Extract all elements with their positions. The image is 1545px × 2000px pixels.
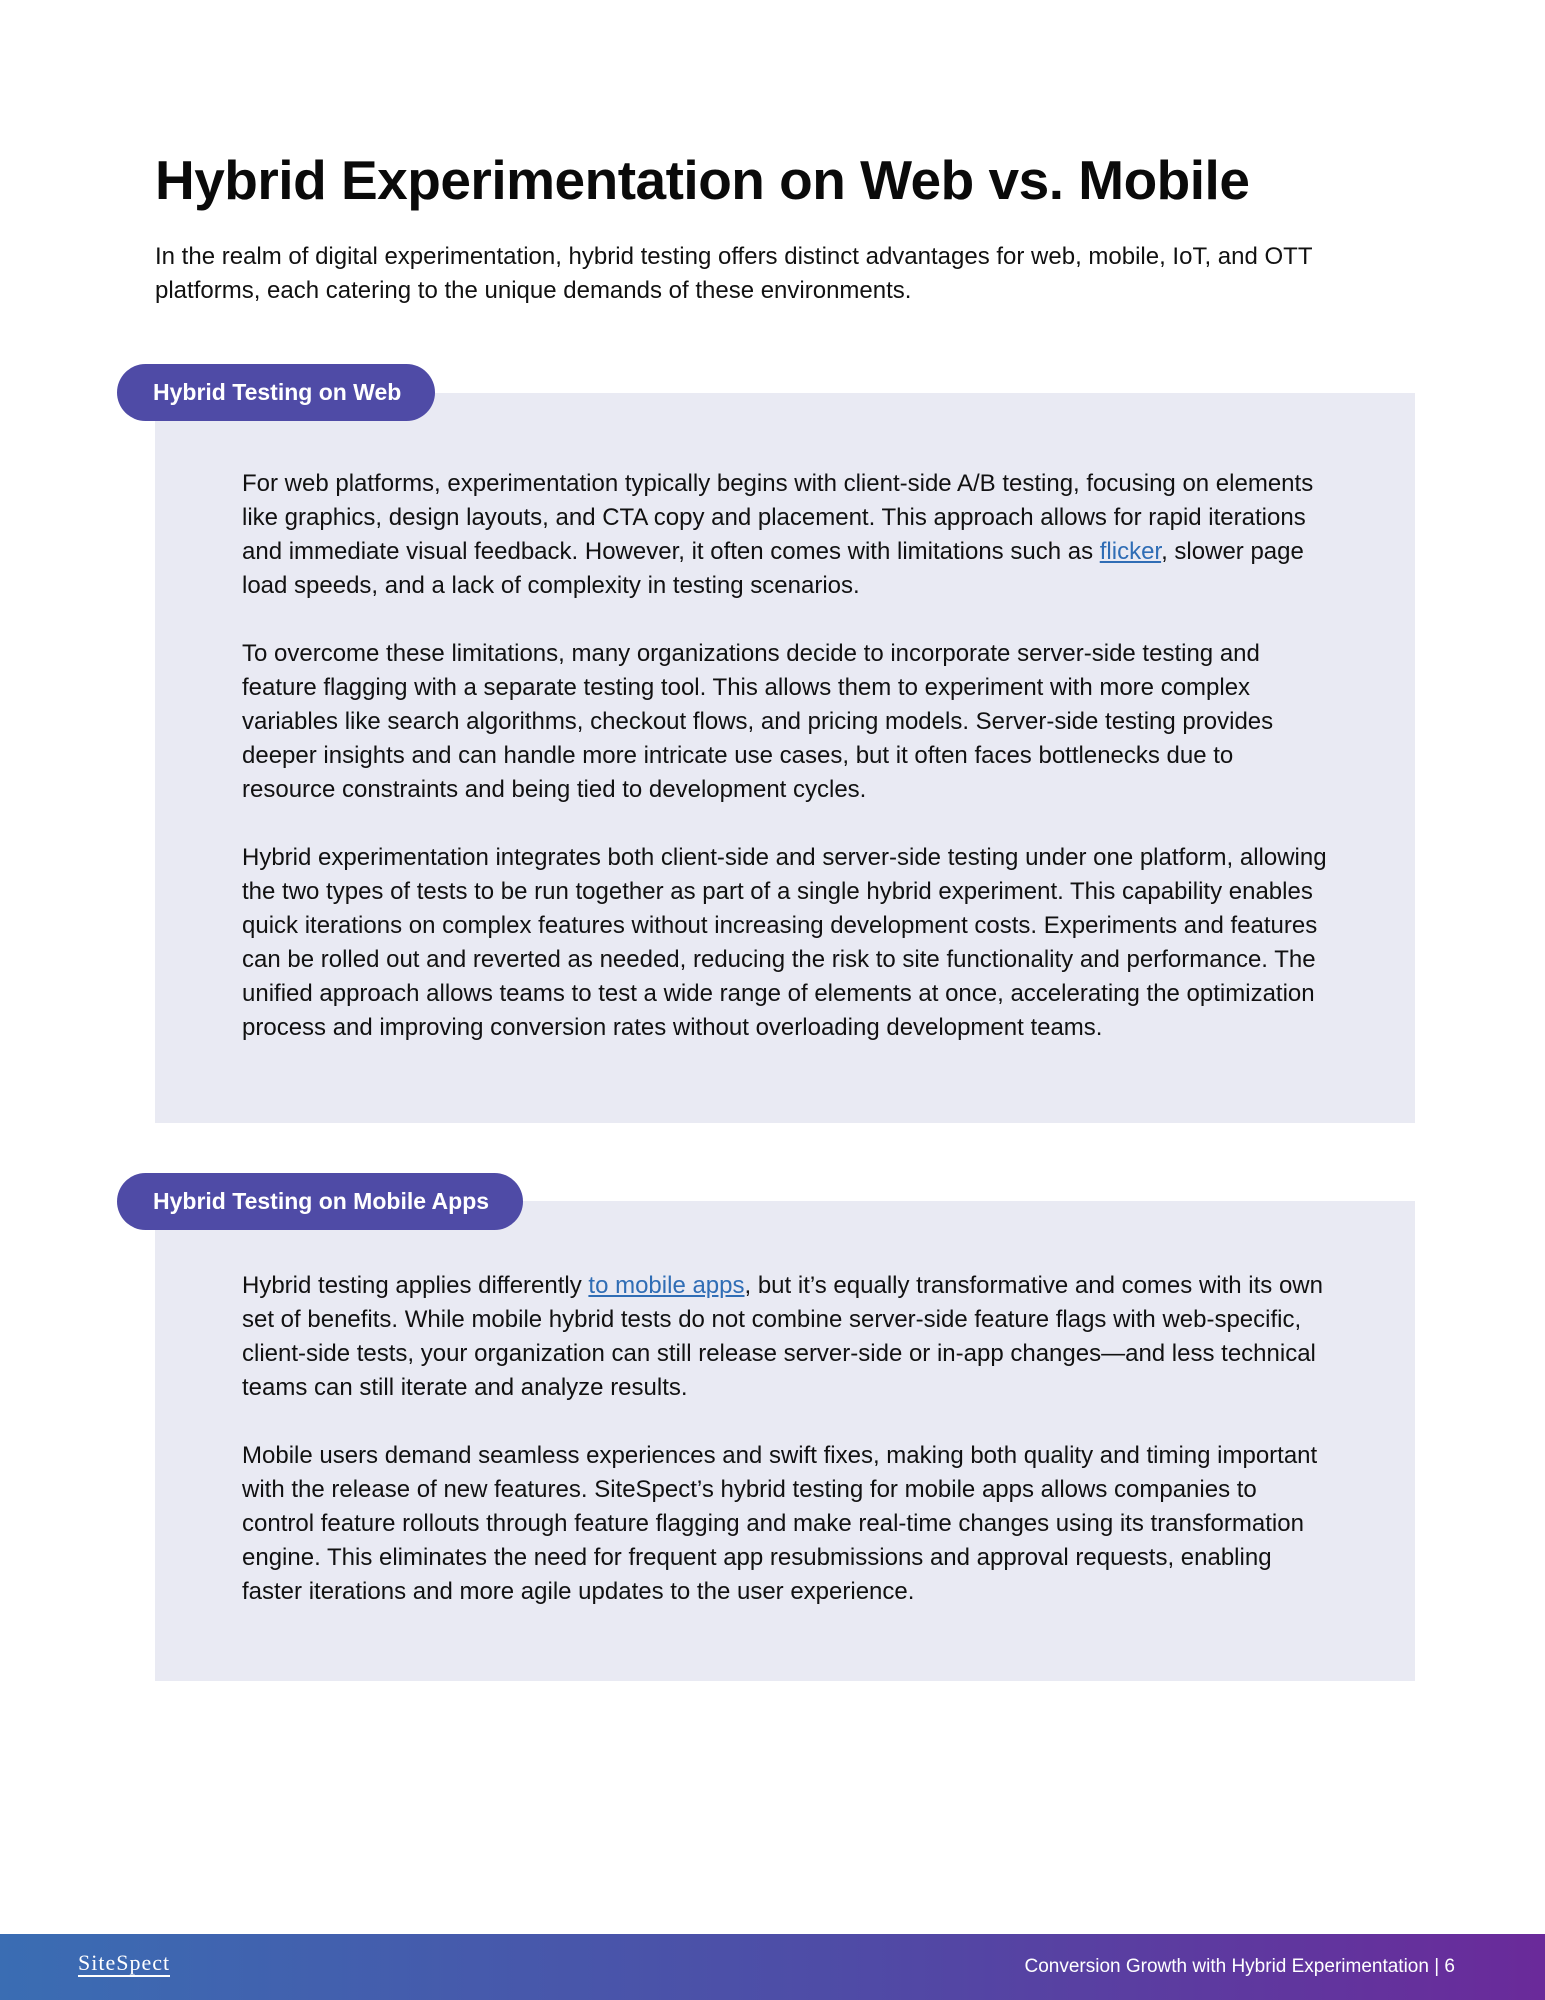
mobile-paragraph-2: Mobile users demand seamless experiences and swift fixes, making both quality and timing important with the release of new features. SiteSpect’s hybrid testing for mobile apps allows companies to control feature rollouts through feature flagging and make real-time changes using its transformation engine. This eliminates the need for frequent app resubmissions and approval requests, enabling faster iterations and more agile updates to the user experience.	[242, 1442, 1318, 1605]
web-p1-text-before: For web platforms, experimentation typically begins with client-side A/B testing, focusing on elements like graphics, design layouts, and CTA copy and placement. This approach allows for rapid iterations and immediate visual feedback. However, it often comes with limitations such as	[242, 470, 1314, 565]
mobile-p1-text-after: , but it’s equally transformative and comes with its own set of benefits. While mobile hybrid tests do not combine server-side feature flags with web-specific, client-side tests, your organization can still release server-side or in-app changes—and less technical teams can still iterate and analyze results.	[242, 1272, 1323, 1401]
web-paragraph-3: Hybrid experimentation integrates both client-side and server-side testing under one platform, allowing the two types of tests to be run together as part of a single hybrid experiment. This capability enables quick iterations on complex features without increasing development costs. Experiments and features can be rolled out and reverted as needed, reducing the risk to site functionality and performance. The unified approach allows teams to test a wide range of elements at once, accelerating the optimization process and improving conversion rates without overloading development teams.	[242, 844, 1327, 1041]
web-paragraph-1	[242, 467, 1332, 603]
web-p1-text-after: , slower page load speeds, and a lack of complexity in testing scenarios.	[242, 538, 1304, 599]
mobile-p1-text-before: Hybrid testing applies differently	[242, 1272, 589, 1299]
mobile-apps-link[interactable]: to mobile apps	[588, 1272, 745, 1299]
web-paragraph-2: To overcome these limitations, many organizations decide to incorporate server-side testing and feature flagging with a separate testing tool. This allows them to experiment with more complex variables like search algorithms, checkout flows, and pricing models. Server-side testing provides deeper insights and can handle more intricate use cases, but it often faces bottlenecks due to resource constraints and being tied to development cycles.	[242, 640, 1274, 803]
sitespect-logo: SiteSpect	[78, 1950, 171, 1975]
mobile-section-heading: Hybrid Testing on Mobile Apps	[117, 1173, 523, 1230]
intro-paragraph: In the realm of digital experimentation, hybrid testing offers distinct advantages for web, mobile, IoT, and OTT platforms, each catering to the unique demands of these environments.	[155, 243, 1313, 304]
mobile-paragraph-1	[242, 1269, 1332, 1405]
web-section-body	[242, 467, 1332, 1079]
page-title: Hybrid Experimentation on Web vs. Mobile	[155, 149, 1250, 211]
page-footer	[0, 1934, 1545, 2000]
mobile-section-body	[242, 1269, 1332, 1643]
web-section-heading: Hybrid Testing on Web	[117, 364, 435, 421]
flicker-link[interactable]: flicker	[1099, 538, 1162, 565]
footer-text: Conversion Growth with Hybrid Experimentation | 6	[1024, 1956, 1455, 1977]
